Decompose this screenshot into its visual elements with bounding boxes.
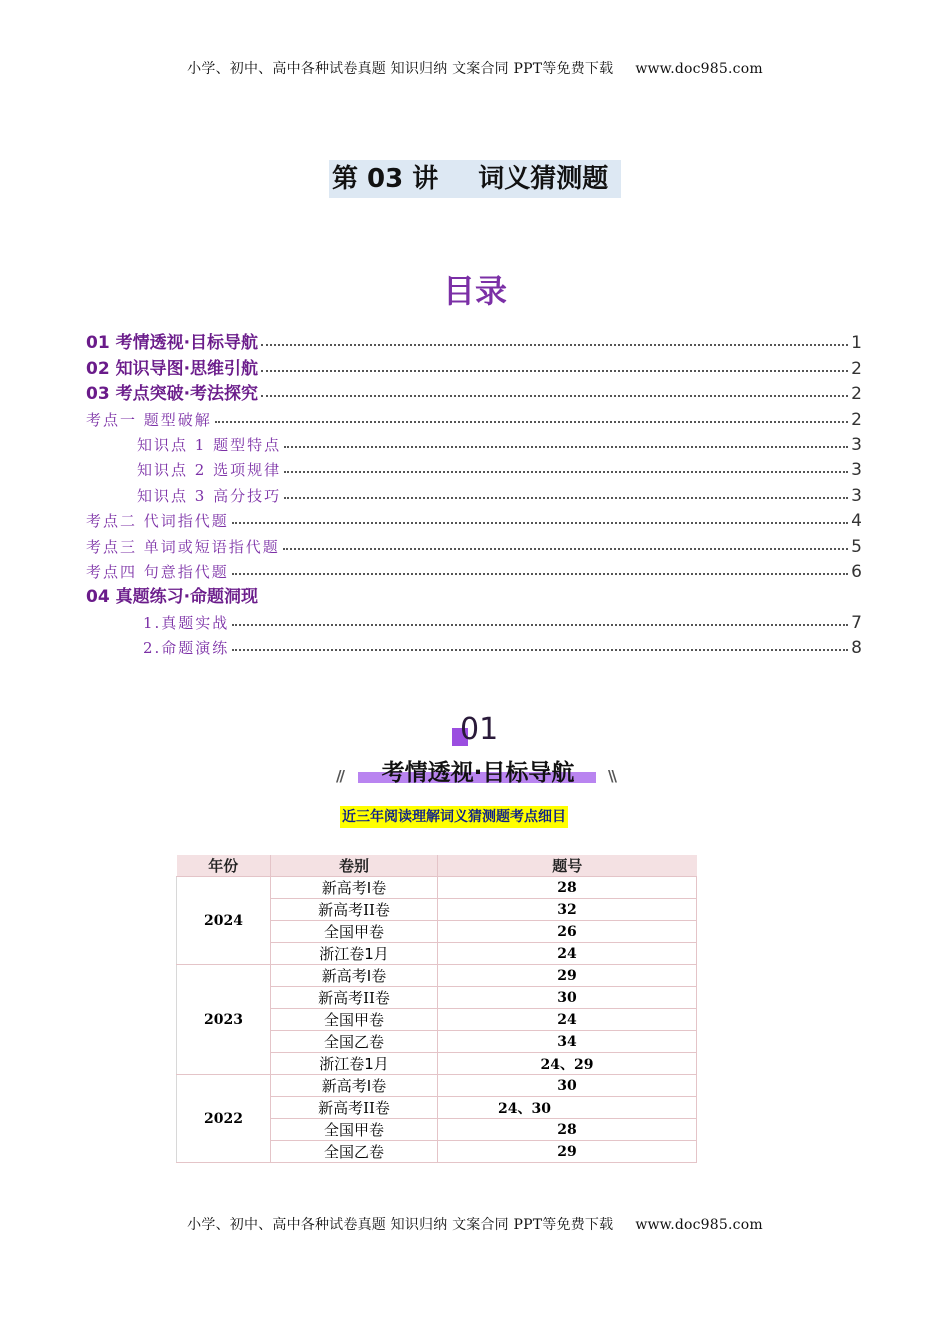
- table-row: [177, 965, 697, 987]
- question-cell: 24、30: [438, 1097, 697, 1119]
- toc-leader-dots: [261, 370, 848, 372]
- toc-leader-dots: [232, 649, 848, 651]
- paper-cell: 全国甲卷: [271, 1119, 438, 1141]
- paper-cell: 全国乙卷: [271, 1031, 438, 1053]
- toc-entry-label: 知识点 3 高分技巧: [137, 486, 282, 505]
- toc-entry[interactable]: [86, 455, 862, 480]
- table-row: [177, 1075, 697, 1097]
- toc-entry[interactable]: [86, 633, 862, 658]
- question-cell: 24: [438, 1009, 697, 1031]
- toc-entry[interactable]: [86, 607, 862, 632]
- question-cell: 24、29: [438, 1053, 697, 1075]
- toc-entry[interactable]: [86, 506, 862, 531]
- toc-entry-label: 考点二 代词指代题: [86, 512, 229, 531]
- paper-cell: 全国甲卷: [271, 1009, 438, 1031]
- paper-cell: 新高考Ⅰ卷: [271, 1075, 438, 1097]
- toc-entry-label: 考点三 单词或短语指代题: [86, 537, 280, 556]
- toc-leader-dots: [232, 573, 848, 575]
- table-header-row: [177, 855, 697, 877]
- toc-entry-page: 2: [851, 384, 862, 405]
- question-cell: 29: [438, 1141, 697, 1163]
- toc-entry-label: 1.真题实战: [143, 613, 230, 632]
- header-year: 年份: [177, 855, 271, 877]
- toc-entry-page: 7: [851, 612, 862, 633]
- table-row: [177, 877, 697, 899]
- toc-entry-page: 3: [851, 460, 862, 481]
- toc-entry-page: 6: [851, 561, 862, 582]
- question-cell: 29: [438, 965, 697, 987]
- toc-leader-dots: [232, 522, 848, 524]
- year-cell: 2022: [177, 1075, 271, 1163]
- toc-entry-page: 2: [851, 358, 862, 379]
- toc-leader-dots: [283, 548, 848, 550]
- toc-entry[interactable]: [86, 404, 862, 429]
- page-header: [0, 58, 950, 78]
- toc-entry[interactable]: [86, 328, 862, 353]
- toc-entry-label: 02 知识导图·思维引航: [86, 358, 259, 379]
- lecture-name: 词义猜测题: [478, 164, 609, 194]
- toc-leader-dots: [232, 624, 848, 626]
- toc-entry[interactable]: [86, 531, 862, 556]
- toc-entry[interactable]: [86, 379, 862, 404]
- toc-entry-label: 考点一 题型破解: [86, 410, 212, 429]
- toc-entry[interactable]: [86, 582, 862, 607]
- paper-cell: 新高考II卷: [271, 1097, 438, 1119]
- toc-entry-label: 2.命题演练: [143, 639, 230, 658]
- toc-entry-page: 5: [851, 536, 862, 557]
- paper-cell: 全国甲卷: [271, 921, 438, 943]
- header-paper: 卷别: [271, 855, 438, 877]
- toc-entry-label: 知识点 2 选项规律: [137, 461, 282, 480]
- toc-entry-label: 04 真题练习·命题洞现: [86, 587, 259, 608]
- toc-entry-page: 3: [851, 485, 862, 506]
- table-caption: 近三年阅读理解词义猜测题考点细目: [340, 806, 568, 828]
- question-cell: 26: [438, 921, 697, 943]
- toc-entry-label: 03 考点突破·考法探究: [86, 384, 259, 405]
- question-cell: 30: [438, 987, 697, 1009]
- paper-cell: 全国乙卷: [271, 1141, 438, 1163]
- paper-cell: 浙江卷1月: [271, 943, 438, 965]
- section-deco-right: \\: [608, 767, 615, 785]
- question-cell: 24: [438, 943, 697, 965]
- paper-cell: 新高考Ⅰ卷: [271, 965, 438, 987]
- year-cell: 2023: [177, 965, 271, 1075]
- question-cell: 32: [438, 899, 697, 921]
- lecture-title: [329, 160, 621, 198]
- toc-leader-dots: [284, 446, 848, 448]
- toc-leader-dots: [261, 395, 848, 397]
- toc-leader-dots: [261, 344, 848, 346]
- toc-entry-label: 考点四 句意指代题: [86, 562, 229, 581]
- section-number: 01: [460, 712, 499, 747]
- toc-entry-page: 4: [851, 511, 862, 532]
- footer-url[interactable]: www.doc985.com: [635, 1217, 763, 1233]
- paper-cell: 新高考Ⅰ卷: [271, 877, 438, 899]
- section-banner: [350, 750, 606, 790]
- paper-cell: 浙江卷1月: [271, 1053, 438, 1075]
- table-of-contents: [86, 328, 862, 658]
- question-cell: 28: [438, 877, 697, 899]
- footer-text: 小学、初中、高中各种试卷真题 知识归纳 文案合同 PPT等免费下载: [187, 1217, 614, 1233]
- question-cell: 30: [438, 1075, 697, 1097]
- toc-entry-page: 3: [851, 434, 862, 455]
- lecture-number: 第 03 讲: [332, 164, 439, 194]
- toc-entry-page: 8: [851, 638, 862, 659]
- toc-entry-page: 1: [851, 333, 862, 354]
- header-url[interactable]: www.doc985.com: [635, 61, 763, 77]
- toc-leader-dots: [284, 471, 848, 473]
- page-footer: [0, 1214, 950, 1234]
- toc-entry[interactable]: [86, 557, 862, 582]
- section-title: 考情透视·目标导航: [381, 760, 575, 786]
- section-deco-left: //: [336, 767, 343, 785]
- question-cell: 28: [438, 1119, 697, 1141]
- toc-entry-label: 知识点 1 题型特点: [137, 435, 282, 454]
- toc-entry-page: 2: [851, 409, 862, 430]
- toc-leader-dots: [284, 497, 848, 499]
- header-text: 小学、初中、高中各种试卷真题 知识归纳 文案合同 PPT等免费下载: [187, 61, 614, 77]
- toc-entry-label: 01 考情透视·目标导航: [86, 333, 259, 354]
- toc-entry[interactable]: [86, 353, 862, 378]
- toc-entry[interactable]: [86, 480, 862, 505]
- toc-leader-dots: [215, 421, 848, 423]
- toc-title: 目录: [442, 272, 507, 310]
- paper-cell: 新高考II卷: [271, 987, 438, 1009]
- paper-cell: 新高考II卷: [271, 899, 438, 921]
- header-question: 题号: [438, 855, 697, 877]
- toc-entry[interactable]: [86, 430, 862, 455]
- question-cell: 34: [438, 1031, 697, 1053]
- exam-table: [176, 855, 697, 1163]
- year-cell: 2024: [177, 877, 271, 965]
